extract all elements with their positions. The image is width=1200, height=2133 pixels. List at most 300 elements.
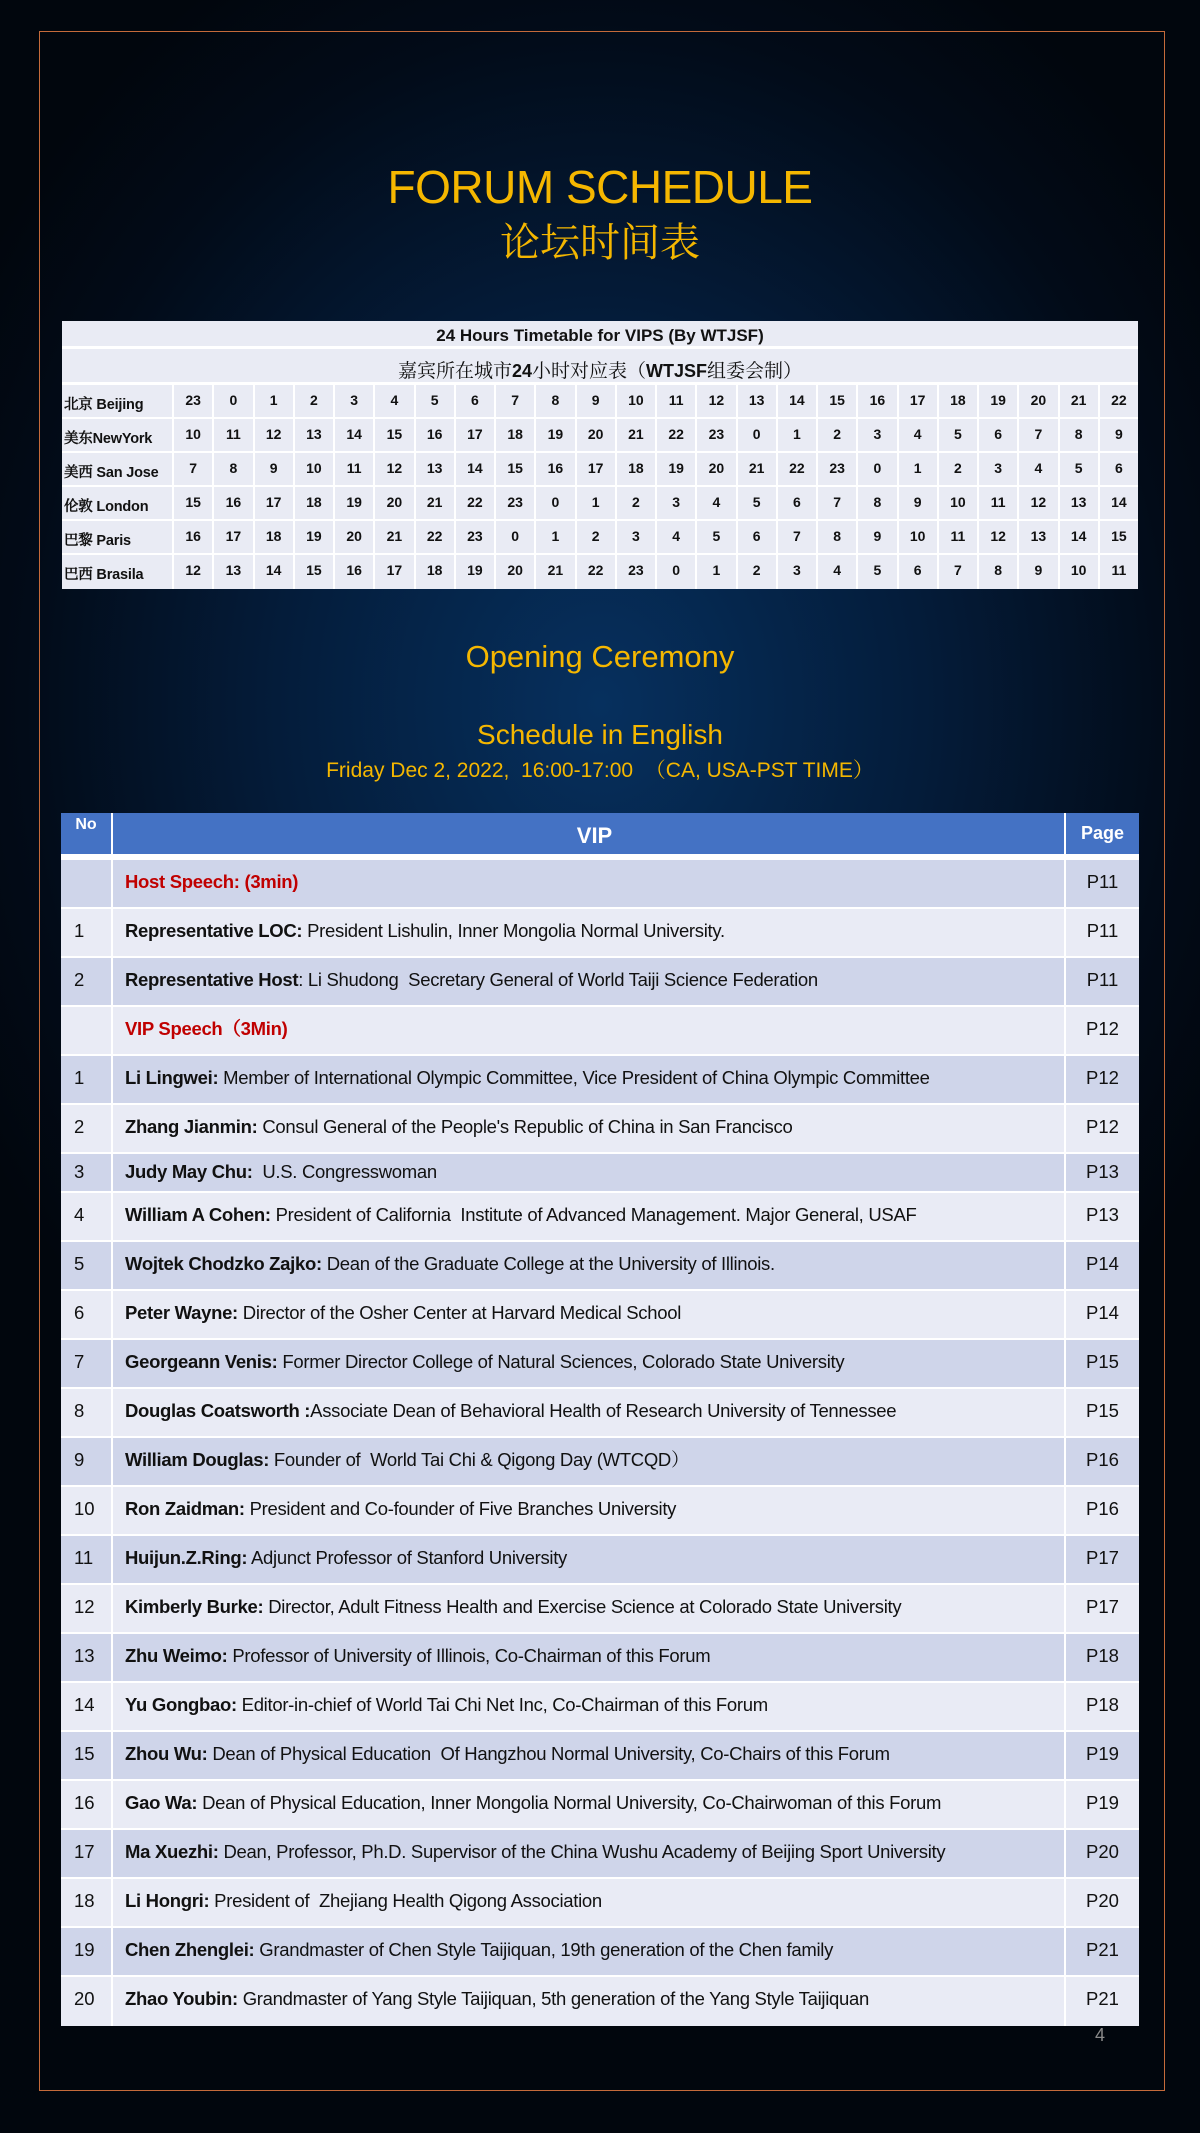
timetable-hour-cell: 9 xyxy=(1019,555,1059,589)
page-title-chinese: 论坛时间表 xyxy=(500,220,700,266)
vip-cell xyxy=(113,1683,1066,1730)
page-number: 4 xyxy=(1094,2025,1105,2045)
timetable-hour-cell: 7 xyxy=(818,487,858,519)
table-row xyxy=(61,1193,1139,1242)
table-row xyxy=(61,1340,1139,1389)
timetable-hour-cell: 15 xyxy=(496,453,536,485)
row-number: 15 xyxy=(61,1732,113,1779)
timetable-hour-cell: 19 xyxy=(335,487,375,519)
schedule-heading: Schedule in English xyxy=(477,719,723,750)
timetable-hour-cell: 12 xyxy=(375,453,415,485)
table-row xyxy=(61,1291,1139,1340)
page-ref: P12 xyxy=(1086,1018,1119,1039)
vip-cell xyxy=(113,860,1066,907)
row-number: 7 xyxy=(61,1340,113,1387)
timetable-hour-cell: 22 xyxy=(1111,392,1127,408)
vip-cell xyxy=(113,1634,1066,1681)
timetable-hour-cell: 10 xyxy=(617,385,657,417)
timetable-hour-cell: 8 xyxy=(214,453,254,485)
timetable-hour-cell: 8 xyxy=(818,521,858,553)
row-number: 3 xyxy=(61,1154,113,1191)
timetable-hour-cell: 0 xyxy=(536,487,576,519)
timetable-city: 巴西 Brasila xyxy=(62,555,174,589)
timetable-hour-cell: 15 xyxy=(375,419,415,451)
vip-cell xyxy=(113,1056,1066,1103)
timetable-hour-cell: 2 xyxy=(617,487,657,519)
vip-name: Representative Host xyxy=(125,969,299,990)
timetable-hour-cell: 20 xyxy=(496,555,536,589)
timetable-hour-cell: 12 xyxy=(1019,487,1059,519)
timetable-hour-cell: 15 xyxy=(1111,528,1127,544)
vip-cell xyxy=(113,1977,1066,2026)
vip-description: Adjunct Professor of Stanford University xyxy=(247,1547,568,1568)
timetable-hour-cell: 2 xyxy=(295,385,335,417)
vip-name: Georgeann Venis: xyxy=(125,1351,278,1372)
timetable-hour-cell: 7 xyxy=(778,521,818,553)
row-number: 17 xyxy=(61,1830,113,1877)
vip-name: Li Hongri: xyxy=(125,1890,210,1911)
vip-cell xyxy=(113,1340,1066,1387)
table-row xyxy=(61,1781,1139,1830)
timetable-hour-cell: 9 xyxy=(899,487,939,519)
vip-name: Wojtek Chodzko Zajko: xyxy=(125,1253,322,1274)
vip-cell xyxy=(113,1193,1066,1240)
timetable-hour-cell: 21 xyxy=(536,555,576,589)
vip-description: Dean of Physical Education Of Hangzhou Normal University, Co-Chairs of this Forum xyxy=(207,1743,890,1764)
timetable-hour-cell: 16 xyxy=(174,521,214,553)
vip-name: Zhao Youbin: xyxy=(125,1988,238,2009)
page-ref: P15 xyxy=(1086,1400,1119,1421)
timetable-hour-cell: 15 xyxy=(295,555,335,589)
vip-description: Grandmaster of Chen Style Taijiquan, 19th generation of the Chen family xyxy=(254,1939,834,1960)
timetable-hour-cell: 20 xyxy=(335,521,375,553)
vip-cell xyxy=(113,1732,1066,1779)
timetable-hour-cell: 4 xyxy=(1019,453,1059,485)
timetable-hour-cell: 6 xyxy=(979,419,1019,451)
timetable-hour-cell: 12 xyxy=(255,419,295,451)
timetable-hour-cell: 4 xyxy=(899,419,939,451)
vip-cell xyxy=(113,1879,1066,1926)
timetable-hour-cell: 22 xyxy=(416,521,456,553)
timetable-hour-cell: 20 xyxy=(697,453,737,485)
timetable-subtitle-num: 24 xyxy=(511,361,532,381)
timetable-hour-cell: 23 xyxy=(818,453,858,485)
timetable-hour-cell: 16 xyxy=(536,453,576,485)
timetable-hour-cell: 7 xyxy=(174,453,214,485)
timetable-hour-cell: 10 xyxy=(174,419,214,451)
timetable-hour-cell: 23 xyxy=(697,419,737,451)
vip-cell xyxy=(113,1105,1066,1152)
timetable-hour-cell: 13 xyxy=(738,385,778,417)
timetable-hour-cell: 10 xyxy=(939,487,979,519)
vip-description: Consul General of the People's Republic of China in San Francisco xyxy=(257,1116,793,1137)
timetable-hour-cell: 19 xyxy=(979,385,1019,417)
vip-cell xyxy=(113,1536,1066,1583)
vip-name: Kimberly Burke: xyxy=(125,1596,264,1617)
row-number: 1 xyxy=(61,1056,113,1103)
timetable-city: 北京 Beijing xyxy=(62,385,174,417)
timetable-hour-cell: 7 xyxy=(496,385,536,417)
table-row xyxy=(61,1634,1139,1683)
timetable-hour-cell: 22 xyxy=(456,487,496,519)
vip-cell xyxy=(113,1781,1066,1828)
vip-name: Zhu Weimo: xyxy=(125,1645,228,1666)
header-page: Page xyxy=(1080,823,1125,843)
vip-description: President of Zhejiang Health Qigong Association xyxy=(209,1890,602,1911)
timetable-hour-cell: 14 xyxy=(456,453,496,485)
timetable-hour-cell: 22 xyxy=(577,555,617,589)
row-number: 5 xyxy=(61,1242,113,1289)
vip-description: President of California Institute of Advanced Management. Major General, USAF xyxy=(270,1204,917,1225)
timetable-row xyxy=(62,555,1138,589)
timetable-hour-cell: 20 xyxy=(577,419,617,451)
timetable-hour-cell: 20 xyxy=(1019,385,1059,417)
timetable-hour-cell: 18 xyxy=(295,487,335,519)
timetable-hour-cell: 17 xyxy=(255,487,295,519)
vip-description: Founder of World Tai Chi & Qigong Day (WTCQD） xyxy=(269,1449,690,1470)
timetable-hour-cell: 12 xyxy=(979,521,1019,553)
vip-name: William Douglas: xyxy=(125,1449,270,1470)
vip-description: Editor-in-chief of World Tai Chi Net Inc, Co-Chairman of this Forum xyxy=(236,1694,768,1715)
timetable-hour-cell: 14 xyxy=(1060,521,1100,553)
timetable-hour-cell: 3 xyxy=(778,555,818,589)
page-ref: P14 xyxy=(1086,1253,1119,1274)
row-number: 2 xyxy=(61,958,113,1005)
timetable-hour-cell: 22 xyxy=(657,419,697,451)
timetable-hour-cell: 17 xyxy=(375,555,415,589)
vip-name: Zhou Wu: xyxy=(125,1743,208,1764)
vip-name: William A Cohen: xyxy=(125,1204,271,1225)
timetable-hour-cell: 2 xyxy=(738,555,778,589)
vip-table xyxy=(61,813,1139,2026)
opening-ceremony-heading: Opening Ceremony xyxy=(465,639,735,674)
table-row xyxy=(61,1585,1139,1634)
row-number: 1 xyxy=(61,909,113,956)
timetable-subtitle-pre: 嘉宾所在城市 xyxy=(397,360,512,382)
timetable-hour-cell: 13 xyxy=(416,453,456,485)
timetable-hour-cell: 12 xyxy=(697,385,737,417)
table-row xyxy=(61,1242,1139,1291)
timetable-hour-cell: 14 xyxy=(778,385,818,417)
timetable-row xyxy=(62,487,1138,521)
timetable-hour-cell: 19 xyxy=(456,555,496,589)
timetable-hour-cell: 0 xyxy=(496,521,536,553)
section-row xyxy=(61,1007,1139,1056)
row-number: 8 xyxy=(61,1389,113,1436)
vip-description: Director, Adult Fitness Health and Exercise Science at Colorado State University xyxy=(263,1596,902,1617)
timetable-hour-cell: 11 xyxy=(939,521,979,553)
timetable-hour-cell: 18 xyxy=(496,419,536,451)
table-row xyxy=(61,909,1139,958)
timetable-hour-cell: 13 xyxy=(214,555,254,589)
vip-description: Dean, Professor, Ph.D. Supervisor of the China Wushu Academy of Beijing Sport University xyxy=(218,1841,946,1862)
vip-description: Former Director College of Natural Sciences, Colorado State University xyxy=(277,1351,845,1372)
row-number: 18 xyxy=(61,1879,113,1926)
page-ref: P15 xyxy=(1086,1351,1119,1372)
page-ref: P11 xyxy=(1086,871,1119,892)
vip-cell xyxy=(113,1585,1066,1632)
timetable-hour-cell: 0 xyxy=(657,555,697,589)
table-row xyxy=(61,1879,1139,1928)
timetable-hour-cell: 17 xyxy=(577,453,617,485)
timetable-hour-cell: 17 xyxy=(899,385,939,417)
timetable-row xyxy=(62,521,1138,555)
vip-description: : Li Shudong Secretary General of World Taiji Science Federation xyxy=(298,969,818,990)
page-ref: P17 xyxy=(1086,1596,1119,1617)
timetable-hour-cell: 18 xyxy=(617,453,657,485)
vip-table-header xyxy=(61,813,1139,854)
timetable-hour-cell: 21 xyxy=(416,487,456,519)
timetable-hour-cell: 6 xyxy=(778,487,818,519)
vip-cell xyxy=(113,1389,1066,1436)
page-ref: P20 xyxy=(1086,1841,1119,1862)
timetable-hour-cell: 8 xyxy=(979,555,1019,589)
vip-name: Ma Xuezhi: xyxy=(125,1841,219,1862)
timetable-hour-cell: 1 xyxy=(697,555,737,589)
table-row xyxy=(61,1056,1139,1105)
timetable-hour-cell: 1 xyxy=(577,487,617,519)
timetable-hour-cell: 16 xyxy=(335,555,375,589)
timetable-hour-cell: 8 xyxy=(858,487,898,519)
timetable-hour-cell: 6 xyxy=(456,385,496,417)
timetable-row xyxy=(62,419,1138,453)
page-ref: P16 xyxy=(1086,1449,1119,1470)
timetable-hour-cell: 1 xyxy=(778,419,818,451)
timetable-hour-cell: 19 xyxy=(657,453,697,485)
table-row xyxy=(61,958,1139,1007)
timetable-hour-cell: 9 xyxy=(1114,426,1123,442)
vip-name: Ron Zaidman: xyxy=(125,1498,245,1519)
timetable-hour-cell: 8 xyxy=(536,385,576,417)
timetable-hour-cell: 19 xyxy=(295,521,335,553)
page-ref: P14 xyxy=(1086,1302,1119,1323)
page-ref: P12 xyxy=(1086,1067,1119,1088)
timetable-city: 美东NewYork xyxy=(62,419,174,451)
timetable-hour-cell: 11 xyxy=(657,385,697,417)
row-number: 10 xyxy=(61,1487,113,1534)
timetable-hour-cell: 4 xyxy=(697,487,737,519)
timetable-hour-cell: 13 xyxy=(295,419,335,451)
page-ref: P17 xyxy=(1086,1547,1119,1568)
page-ref: P19 xyxy=(1086,1792,1119,1813)
timetable-hour-cell: 22 xyxy=(778,453,818,485)
timetable-hour-cell: 1 xyxy=(255,385,295,417)
timetable-hour-cell: 2 xyxy=(939,453,979,485)
section-title: Host Speech: (3min) xyxy=(125,871,299,892)
timetable-hour-cell: 8 xyxy=(1060,419,1100,451)
table-row xyxy=(61,1438,1139,1487)
timetable-hour-cell: 21 xyxy=(617,419,657,451)
timetable-hour-cell: 18 xyxy=(255,521,295,553)
timetable-hour-cell: 23 xyxy=(617,555,657,589)
table-row xyxy=(61,1977,1139,2026)
timetable-hour-cell: 0 xyxy=(214,385,254,417)
timetable-row xyxy=(62,385,1138,419)
timetable-hour-cell: 3 xyxy=(858,419,898,451)
timetable-hour-cell: 1 xyxy=(899,453,939,485)
timetable-hour-cell: 7 xyxy=(939,555,979,589)
page-ref: P11 xyxy=(1086,920,1119,941)
timetable-hour-cell: 3 xyxy=(979,453,1019,485)
timetable-hour-cell: 5 xyxy=(858,555,898,589)
vip-description: President and Co-founder of Five Branches University xyxy=(244,1498,677,1519)
timetable-hour-cell: 15 xyxy=(818,385,858,417)
timetable-subtitle-org: WTJSF xyxy=(646,361,708,381)
page-ref: P13 xyxy=(1086,1161,1119,1182)
timetable-hour-cell: 10 xyxy=(295,453,335,485)
page-ref: P13 xyxy=(1086,1204,1119,1225)
timetable-hour-cell: 0 xyxy=(858,453,898,485)
page-ref: P12 xyxy=(1086,1116,1119,1137)
timetable-subtitle xyxy=(62,349,1138,385)
vip-description: Member of International Olympic Committee, Vice President of China Olympic Committee xyxy=(218,1067,930,1088)
row-number xyxy=(61,860,113,907)
vip-name: Zhang Jianmin: xyxy=(125,1116,258,1137)
timetable-hour-cell: 3 xyxy=(657,487,697,519)
timetable-hour-cell: 7 xyxy=(1019,419,1059,451)
page-ref: P21 xyxy=(1086,1939,1119,1960)
timetable-hour-cell: 10 xyxy=(1060,555,1100,589)
page-ref: P16 xyxy=(1086,1498,1119,1519)
vip-description: Associate Dean of Behavioral Health of Research University of Tennessee xyxy=(310,1400,897,1421)
timetable-hour-cell: 16 xyxy=(416,419,456,451)
timetable-hour-cell: 23 xyxy=(456,521,496,553)
vip-cell xyxy=(113,1242,1066,1289)
row-number: 2 xyxy=(61,1105,113,1152)
timetable-hour-cell: 21 xyxy=(1060,385,1100,417)
timetable-hour-cell: 15 xyxy=(174,487,214,519)
vip-name: Chen Zhenglei: xyxy=(125,1939,255,1960)
timetable-hour-cell: 5 xyxy=(697,521,737,553)
timetable-hour-cell: 10 xyxy=(899,521,939,553)
vip-cell xyxy=(113,1007,1066,1054)
timetable-hour-cell: 21 xyxy=(738,453,778,485)
timetable-hour-cell: 16 xyxy=(858,385,898,417)
section-row xyxy=(61,860,1139,909)
timetable-hour-cell: 9 xyxy=(255,453,295,485)
timetable-hour-cell: 11 xyxy=(335,453,375,485)
vip-cell xyxy=(113,1487,1066,1534)
vip-description: Professor of University of Illinois, Co-Chairman of this Forum xyxy=(227,1645,711,1666)
timetable-hour-cell: 12 xyxy=(174,555,214,589)
row-number: 20 xyxy=(61,1977,113,2026)
timetable-subtitle-mid: 小时对应表（ xyxy=(532,360,647,382)
table-row xyxy=(61,1536,1139,1585)
timetable-hour-cell: 20 xyxy=(375,487,415,519)
vip-cell xyxy=(113,1154,1066,1191)
timetable-hour-cell: 17 xyxy=(214,521,254,553)
timetable-hour-cell: 0 xyxy=(738,419,778,451)
timetable-hour-cell: 16 xyxy=(214,487,254,519)
timetable-hour-cell: 11 xyxy=(214,419,254,451)
vip-name: Gao Wa: xyxy=(125,1792,198,1813)
page-ref: P18 xyxy=(1086,1645,1119,1666)
timetable-hour-cell: 23 xyxy=(174,385,214,417)
vip-name: Li Lingwei: xyxy=(125,1067,219,1088)
vip-description: Director of the Osher Center at Harvard Medical School xyxy=(237,1302,682,1323)
timetable-hour-cell: 5 xyxy=(939,419,979,451)
row-number: 4 xyxy=(61,1193,113,1240)
timetable-hour-cell: 21 xyxy=(375,521,415,553)
timetable-hour-cell: 14 xyxy=(255,555,295,589)
page-ref: P18 xyxy=(1086,1694,1119,1715)
row-number xyxy=(61,1007,113,1054)
page-ref: P21 xyxy=(1086,1988,1119,2009)
table-row xyxy=(61,1928,1139,1977)
vip-cell xyxy=(113,1830,1066,1877)
timetable-hour-cell: 5 xyxy=(1060,453,1100,485)
timetable-hour-cell: 11 xyxy=(979,487,1019,519)
row-number: 6 xyxy=(61,1291,113,1338)
timetable-hour-cell: 14 xyxy=(335,419,375,451)
timetable-hour-cell: 6 xyxy=(738,521,778,553)
row-number: 9 xyxy=(61,1438,113,1485)
table-row xyxy=(61,1105,1139,1154)
timetable-hour-cell: 5 xyxy=(738,487,778,519)
vip-table-body xyxy=(61,860,1139,2026)
timetable-hour-cell: 18 xyxy=(416,555,456,589)
schedule-date: Friday Dec 2, 2022, 16:00-17:00 （CA, USA-PST TIME） xyxy=(326,759,874,782)
table-row xyxy=(61,1154,1139,1193)
vip-description: President Lishulin, Inner Mongolia Normal University. xyxy=(302,920,725,941)
vip-description: Dean of Physical Education, Inner Mongolia Normal University, Co-Chairwoman of this Forum xyxy=(197,1792,942,1813)
table-row xyxy=(61,1830,1139,1879)
timetable-hour-cell: 4 xyxy=(818,555,858,589)
vip-description: Dean of the Graduate College at the University of Illinois. xyxy=(321,1253,775,1274)
row-number: 13 xyxy=(61,1634,113,1681)
timetable-hour-cell: 4 xyxy=(375,385,415,417)
row-number: 12 xyxy=(61,1585,113,1632)
timetable-subtitle-post: 组委会制） xyxy=(707,360,803,382)
table-row xyxy=(61,1683,1139,1732)
timetable-hour-cell: 2 xyxy=(818,419,858,451)
page-ref: P11 xyxy=(1086,969,1119,990)
timetable-city: 伦敦 London xyxy=(62,487,174,519)
table-row xyxy=(61,1389,1139,1438)
vip-name: Yu Gongbao: xyxy=(125,1694,237,1715)
table-row xyxy=(61,1487,1139,1536)
timetable-hour-cell: 5 xyxy=(416,385,456,417)
timetable-row xyxy=(62,453,1138,487)
vip-name: Douglas Coatsworth : xyxy=(125,1400,311,1421)
timetable-hour-cell: 13 xyxy=(1060,487,1100,519)
table-row xyxy=(61,1732,1139,1781)
timetable-hour-cell: 6 xyxy=(899,555,939,589)
timetable-hour-cell: 18 xyxy=(939,385,979,417)
page-ref: P20 xyxy=(1086,1890,1119,1911)
timetable-hour-cell: 11 xyxy=(1111,562,1127,578)
timetable-hour-cell: 6 xyxy=(1114,460,1123,476)
page-ref: P19 xyxy=(1086,1743,1119,1764)
vip-cell xyxy=(113,909,1066,956)
vip-cell xyxy=(113,958,1066,1005)
timetable-city: 巴黎 Paris xyxy=(62,521,174,553)
vip-name: Huijun.Z.Ring: xyxy=(125,1547,248,1568)
page-title: FORUM SCHEDULE xyxy=(387,161,813,213)
vip-name: Judy May Chu: xyxy=(125,1161,253,1182)
timetable-hour-cell: 3 xyxy=(617,521,657,553)
row-number: 11 xyxy=(61,1536,113,1583)
timetable-hour-cell: 9 xyxy=(577,385,617,417)
timetable-hour-cell: 19 xyxy=(536,419,576,451)
timetable-hour-cell: 4 xyxy=(657,521,697,553)
vip-description: U.S. Congresswoman xyxy=(252,1161,437,1182)
header-no: No xyxy=(61,813,113,854)
row-number: 14 xyxy=(61,1683,113,1730)
row-number: 19 xyxy=(61,1928,113,1975)
timetable-hour-cell: 13 xyxy=(1019,521,1059,553)
section-title: VIP Speech（3Min) xyxy=(125,1018,288,1039)
